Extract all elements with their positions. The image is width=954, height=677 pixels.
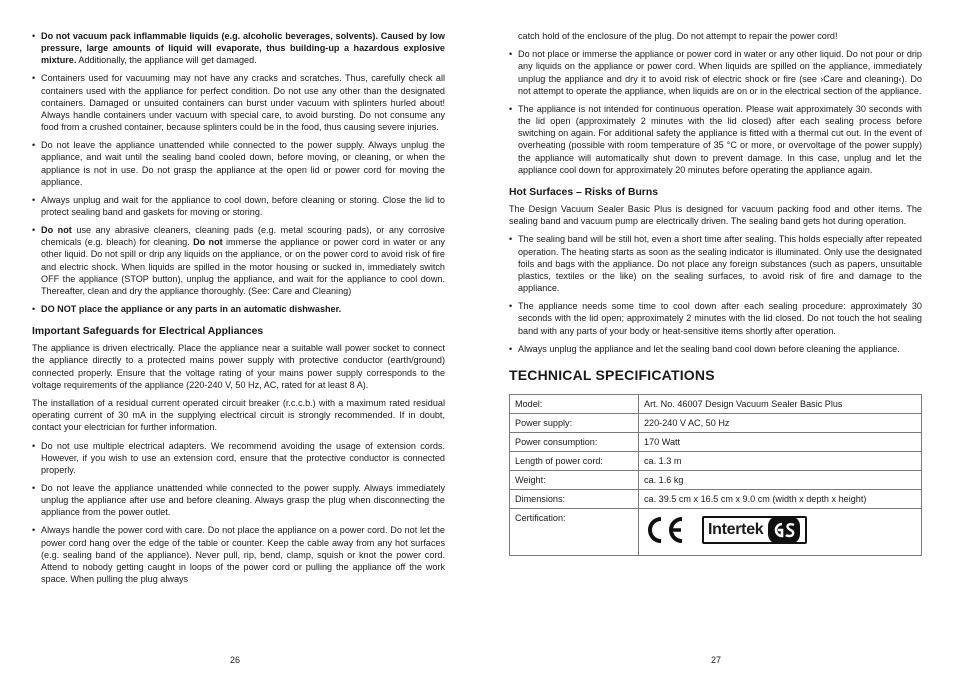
left-column [32, 30, 445, 591]
list-item: • Do not place or immerse the appliance or power cord in water or any other liquid. Do not pour or drip any liquids on the appliance or power cord. When liquids are spilled on the appliance, immediately unplug the appliance and dry it to avoid risk of electric shock or fire (see ›Care and cleaning‹). Do not attempt to operate the appliance, when liquids are on or in the electrical section of the appliance. [509, 48, 922, 97]
table-row [510, 451, 922, 470]
spec-table [509, 394, 922, 556]
spec-key: Length of power cord: [510, 451, 639, 470]
section-heading: Important Safeguards for Electrical Appliances [32, 326, 264, 338]
spec-value: ca. 39.5 cm x 16.5 cm x 9.0 cm (width x depth x height) [639, 489, 922, 508]
list-item [32, 30, 445, 67]
spec-key: Power consumption: [510, 432, 639, 451]
intertek-wordmark: Intertek [708, 520, 764, 538]
table-row [510, 394, 922, 413]
warning-bold: Do not [41, 225, 72, 236]
list-item: • Always handle the power cord with care. Do not place the appliance on a power cord. Do not let the power cord hang over the edge of the table or counter. Keep the cable away from any hot surfaces (e.g. sealing band of the appliance). Never pull, rip, bend, clamp, squish or knot the power cord. Attend to nobody getting caught in loops of the power cord or pulling the appliance off the work space. When pulling the plug always [32, 524, 445, 585]
table-row [510, 508, 922, 555]
spec-value: ca. 1.3 m [639, 451, 922, 470]
spec-value: ca. 1.6 kg [639, 470, 922, 489]
page-number: 27 [711, 655, 722, 665]
warning-bold: Do not [193, 237, 223, 248]
list-item: • The appliance is not intended for continuous operation. Please wait approximately 30 seconds with the lid open (approximately 2 minutes with the lid closed) after each sealing process before switching on again. For additional safety the appliance is fitted with a thermal cut out. In the event of overheating (possible with room temperature of 35 °C or more, or overvoltage of the power supply) the appliance will automatically shut down to prevent damage. In this case, unplug and let the appliance cool down for approximately 20 minutes before operating the appliance again. [509, 103, 922, 176]
list-item: • Do not use multiple electrical adapters. We recommend avoiding the usage of extension cords. However, if you wish to use an extension cord, ensure that the protective conductor is connected properly. [32, 440, 445, 477]
spec-key: Power supply: [510, 413, 639, 432]
list-item-text: use any abrasive cleaners, cleaning pads (e.g. metal scouring pads), or any corrosive chemicals (e.g. bleach) for cleaning. [41, 225, 445, 248]
list-item-text: Additionally, the appliance will get damaged. [76, 55, 257, 66]
list-item: • The sealing band will be still hot, even a short time after sealing. This holds especially after repeated operation. The heating starts as soon as the sealing indicator is illuminated. Only use the designated foils and bags with the appliance. Do not place any foreign substances (such as papers, unsuitable plastics, textiles or the like) on the sealing surfaces, to avoid risk of fire and damage to the appliance. [509, 233, 922, 294]
list-item [32, 303, 445, 315]
page-number: 26 [230, 655, 241, 665]
paragraph: catch hold of the enclosure of the plug. Do not attempt to repair the power cord! [518, 31, 838, 41]
spec-key: Model: [510, 394, 639, 413]
list-item: • Do not leave the appliance unattended while connected to the power supply. Always immediately unplug the appliance after use and before cleaning. Always grasp the plug when disconnecting the appliance from the power outlet. [32, 482, 445, 519]
paragraph: The appliance is driven electrically. Place the appliance near a suitable wall power socket to connect the appliance directly to a protected mains power supply with protective conductor (earth/ground) connected properly. Ensure that the voltage rating of your mains power supply corresponds to the voltage requirements of the appliance (220-240 V, 50 Hz, AC, rated for at least 8 A). [32, 343, 445, 390]
section-title: TECHNICAL SPECIFICATIONS [509, 366, 715, 383]
warning-bold: Do not vacuum pack inflammable liquids (e.g. alcoholic beverages, solvents). Caused by low pressure, large amounts of liquid will evaporate, thus building-up a hazardous explosive mixture. [41, 31, 445, 66]
table-row [510, 413, 922, 432]
table-row [510, 470, 922, 489]
list-item-text: immerse the appliance or power cord in water or any other liquid. Do not spill or drip any liquids on the appliance, or on the power cord to avoid risk of fire and electric shock. When liquids are spilled in the motor housing or sucked in, immediately switch OFF the appliance (STOP button), unplug the appliance, and wait for the appliance to cool down. Thereafter, clean and dry the appliance thoroughly. (See: Care and Cleaning) [41, 237, 445, 297]
spec-key: Certification: [510, 508, 639, 555]
intertek-logo [702, 516, 807, 544]
section-heading: Hot Surfaces – Risks of Burns [509, 187, 658, 199]
list-item: • Containers used for vacuuming may not have any cracks and scratches. Thus, carefully check all containers used with the appliance for perfect condition. Do not use any other than the designated containers. Damaged or unsuited containers can burst under vacuum with splinters hurled about! Always handle containers under vacuum with special care, to avoid bursting. Do not consume any food from a crushed container, because splinters could be in the food, thus causing severe injuries. [32, 72, 445, 133]
list-item: • Always unplug and wait for the appliance to cool down, before cleaning or storing. Close the lid to protect sealing band and gaskets for moving or storing. [32, 194, 445, 218]
list-item: • Always unplug the appliance and let the sealing band cool down before cleaning the appliance. [509, 343, 922, 355]
table-row [510, 489, 922, 508]
warning-bold: DO NOT place the appliance or any parts in an automatic dishwasher. [41, 304, 342, 315]
right-page [477, 0, 954, 677]
spec-key: Dimensions: [510, 489, 639, 508]
spec-value: 220-240 V AC, 50 Hz [639, 413, 922, 432]
list-item: • The appliance needs some time to cool down after each sealing procedure: approximately 30 seconds with the lid open; approximately 2 minutes with the lid closed. Do not touch the hot sealing band with any parts of your body or heat-sensitive items shortly after operation. [509, 300, 922, 337]
paragraph: The Design Vacuum Sealer Basic Plus is designed for vacuum packing food and other items. The sealing band and vacuum pump are electrically driven. The sealing band gets hot during operation. [509, 204, 922, 227]
table-row [510, 432, 922, 451]
certification-logos [639, 508, 922, 555]
list-item: • Do not leave the appliance unattended while connected to the power supply. Always unplug the appliance, and wait until the sealing band cooled down, before moving, or cleaning, or when the appliance is not in use. Do not grasp the appliance at the open lid or power cord for moving the appliance. [32, 139, 445, 188]
right-column [509, 30, 922, 556]
spec-value: Art. No. 46007 Design Vacuum Sealer Basic Plus [639, 394, 922, 413]
gs-mark-icon [767, 515, 801, 545]
paragraph: The installation of a residual current operated circuit breaker (r.c.c.b.) with a maximum rated residual operating current of 30 mA in the supplying electrical circuit is strongly recommended. If in doubt, contact your electrician for further information. [32, 398, 445, 433]
ce-mark-icon [644, 515, 688, 545]
spec-value: 170 Watt [639, 432, 922, 451]
list-item [32, 224, 445, 297]
spec-key: Weight: [510, 470, 639, 489]
